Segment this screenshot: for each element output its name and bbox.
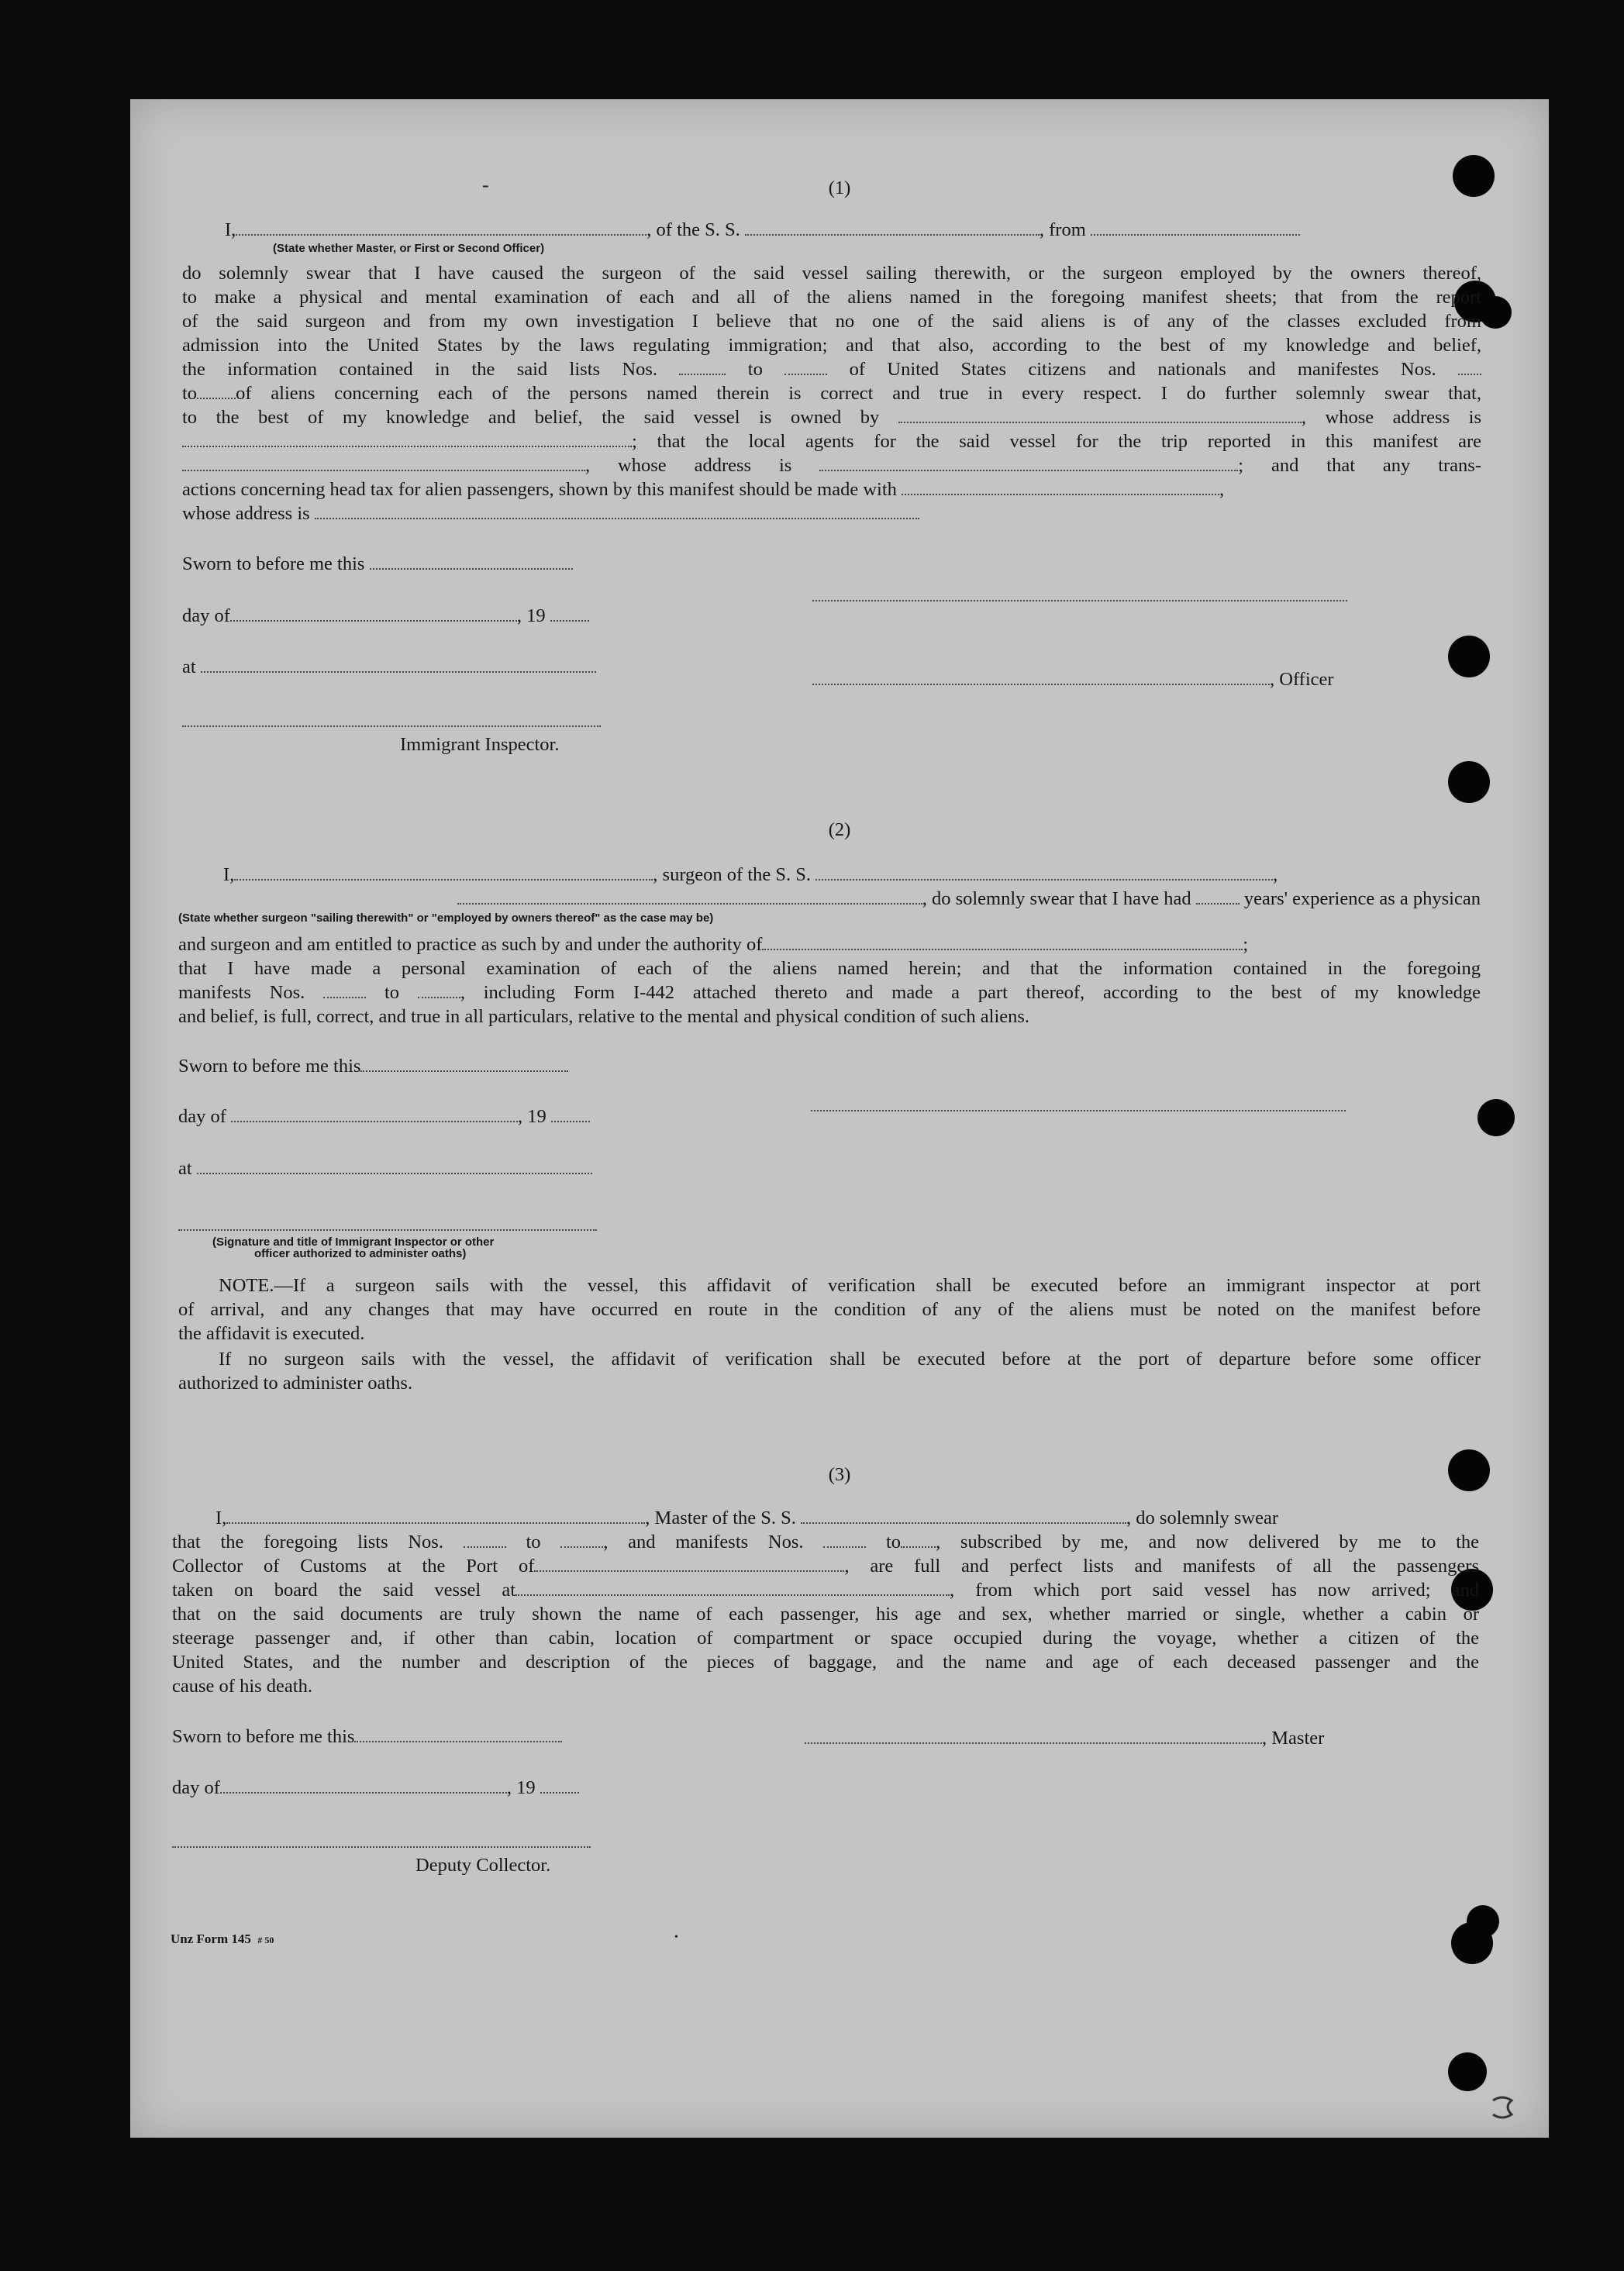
agents-address-line: , whose address is ; and that any trans- bbox=[182, 454, 1481, 477]
surgeon-signature-line[interactable] bbox=[811, 1110, 1346, 1111]
master-signature-line: , Master bbox=[805, 1727, 1324, 1750]
belief-line: and belief, is full, correct, and true in all particulars, relative to the mental and physical condition of such aliens. bbox=[178, 1006, 1030, 1027]
sworn-line-3: Sworn to before me this bbox=[172, 1725, 562, 1749]
lists-line-3: that the foregoing lists Nos. to , and manifests Nos. to , subscribed by me, and now delivered by me to the bbox=[172, 1532, 1480, 1552]
at-line-2: at bbox=[178, 1157, 592, 1180]
section-1-text-line: do solemnly swear that I have caused the surgeon of the said vessel sailing therewith, or the surgeon employed by the owners thereof, bbox=[182, 263, 1481, 284]
inspector-signature-line[interactable] bbox=[182, 725, 601, 727]
section-3-number: (3) bbox=[828, 1464, 851, 1485]
punch-hole bbox=[1448, 636, 1490, 677]
signature-note: officer authorized to administer oaths) bbox=[254, 1247, 467, 1260]
day-of-line-1: day of , 19 bbox=[182, 605, 589, 628]
corner-check-mark-icon bbox=[1488, 2093, 1518, 2122]
inspector-signature-line-2[interactable] bbox=[178, 1229, 597, 1231]
whose-address-line: whose address is bbox=[182, 502, 919, 526]
sworn-line-1: Sworn to before me this bbox=[182, 553, 573, 576]
examination-line: that I have made a personal examination of each of the aliens named herein; and that the information contained in the foregoing bbox=[178, 958, 1481, 979]
surgeon-opening-line: I, , surgeon of the S. S. , bbox=[223, 864, 1278, 885]
aliens-line: to of aliens concerning each of the persons named therein is correct and true in every respect. I do further solemnly swear that, bbox=[182, 383, 1481, 404]
deputy-collector-label: Deputy Collector. bbox=[415, 1855, 551, 1876]
taken-on-board-line: taken on board the said vessel at , from which port said vessel has now arrived; and bbox=[172, 1580, 1479, 1601]
note-2-line: authorized to administer oaths. bbox=[178, 1373, 413, 1394]
owned-by-line: to the best of my knowledge and belief, the said vessel is owned by , whose address is bbox=[182, 407, 1482, 428]
deputy-signature-line[interactable] bbox=[172, 1846, 591, 1848]
years-experience-line: , do solemnly swear that I have had years' experience as a physican bbox=[178, 887, 1481, 911]
punch-hole bbox=[1467, 1905, 1499, 1938]
section-1-number: (1) bbox=[828, 177, 851, 198]
section-1-text-line: of the said surgeon and from my own investigation I believe that no one of the said aliens is of any of the classes excluded from bbox=[182, 311, 1481, 332]
day-of-line-3: day of , 19 bbox=[172, 1776, 579, 1800]
note-2-line: If no surgeon sails with the vessel, the affidavit of verification shall be executed before at the port of departure before some officer bbox=[219, 1349, 1481, 1370]
local-agents-line: ; that the local agents for the said vessel for the trip reported in this manifest are bbox=[182, 430, 1481, 453]
officer-signature-line[interactable] bbox=[812, 600, 1347, 601]
collector-line: Collector of Customs at the Port of , are full and perfect lists and manifests of all the passengers bbox=[172, 1556, 1480, 1577]
section-3-text-line: cause of his death. bbox=[172, 1676, 312, 1697]
officer-note: (State whether Master, or First or Second Officer) bbox=[273, 242, 545, 255]
form-identifier: Unz Form 145 # 50 bbox=[171, 1932, 274, 1946]
section-3-text-line: that on the said documents are truly shown the name of each passenger, his age and sex, whether married or single, whether a cabin or bbox=[172, 1604, 1479, 1625]
manifests-line: manifests Nos. to , including Form I-442 attached thereto and made a part thereof, according to the best of my knowledge bbox=[178, 982, 1481, 1003]
section-3-text-line: United States, and the number and description of the pieces of baggage, and the name and age of each deceased passenger and the bbox=[172, 1652, 1479, 1673]
surgeon-note: (State whether surgeon "sailing therewith" or "employed by owners thereof" as the case may be) bbox=[178, 912, 714, 925]
at-line-1: at bbox=[182, 656, 596, 679]
section-1-text-line: to make a physical and mental examination of each and all of the aliens named in the foregoing manifest sheets; that from the report bbox=[182, 287, 1481, 308]
scan-speck: • bbox=[674, 1932, 678, 1943]
section-1-text-line: admission into the United States by the laws regulating immigration; and that also, according to the best of my knowledge and belief, bbox=[182, 335, 1481, 356]
section-1-opening-line: I, , of the S. S. , from bbox=[225, 219, 1481, 242]
punch-hole bbox=[1448, 761, 1490, 803]
note-line: NOTE.—If a surgeon sails with the vessel, this affidavit of verification shall be executed before an immigrant inspector at port bbox=[219, 1275, 1481, 1296]
note-line: the affidavit is executed. bbox=[178, 1323, 365, 1344]
head-tax-line: actions concerning head tax for alien passengers, shown by this manifest should be made with , bbox=[182, 479, 1225, 500]
officer-line: , Officer bbox=[812, 668, 1334, 691]
sworn-line-2: Sworn to before me this bbox=[178, 1055, 568, 1078]
section-2-number: (2) bbox=[828, 819, 851, 840]
authority-line: and surgeon and am entitled to practice as such by and under the authority of ; bbox=[178, 934, 1249, 955]
scan-speck: - bbox=[482, 174, 489, 196]
section-3-text-line: steerage passenger and, if other than cabin, location of compartment or space occupied during the voyage, whether a citizen of the bbox=[172, 1628, 1479, 1649]
signature-note: (Signature and title of Immigrant Inspector or other bbox=[212, 1235, 495, 1249]
day-of-line-2: day of , 19 bbox=[178, 1105, 590, 1129]
immigrant-inspector-label: Immigrant Inspector. bbox=[400, 734, 560, 755]
note-line: of arrival, and any changes that may have occurred en route in the condition of any of the aliens must be noted on the manifest before bbox=[178, 1299, 1481, 1320]
lists-numbers-line: the information contained in the said lists Nos. to of United States citizens and nationals and manifestes Nos. bbox=[182, 358, 1481, 381]
punch-hole bbox=[1448, 2052, 1487, 2091]
punch-hole bbox=[1479, 296, 1512, 329]
punch-hole bbox=[1477, 1099, 1515, 1136]
master-opening-line: I, , Master of the S. S. , do solemnly swear bbox=[215, 1508, 1279, 1528]
document-page bbox=[130, 99, 1549, 2138]
